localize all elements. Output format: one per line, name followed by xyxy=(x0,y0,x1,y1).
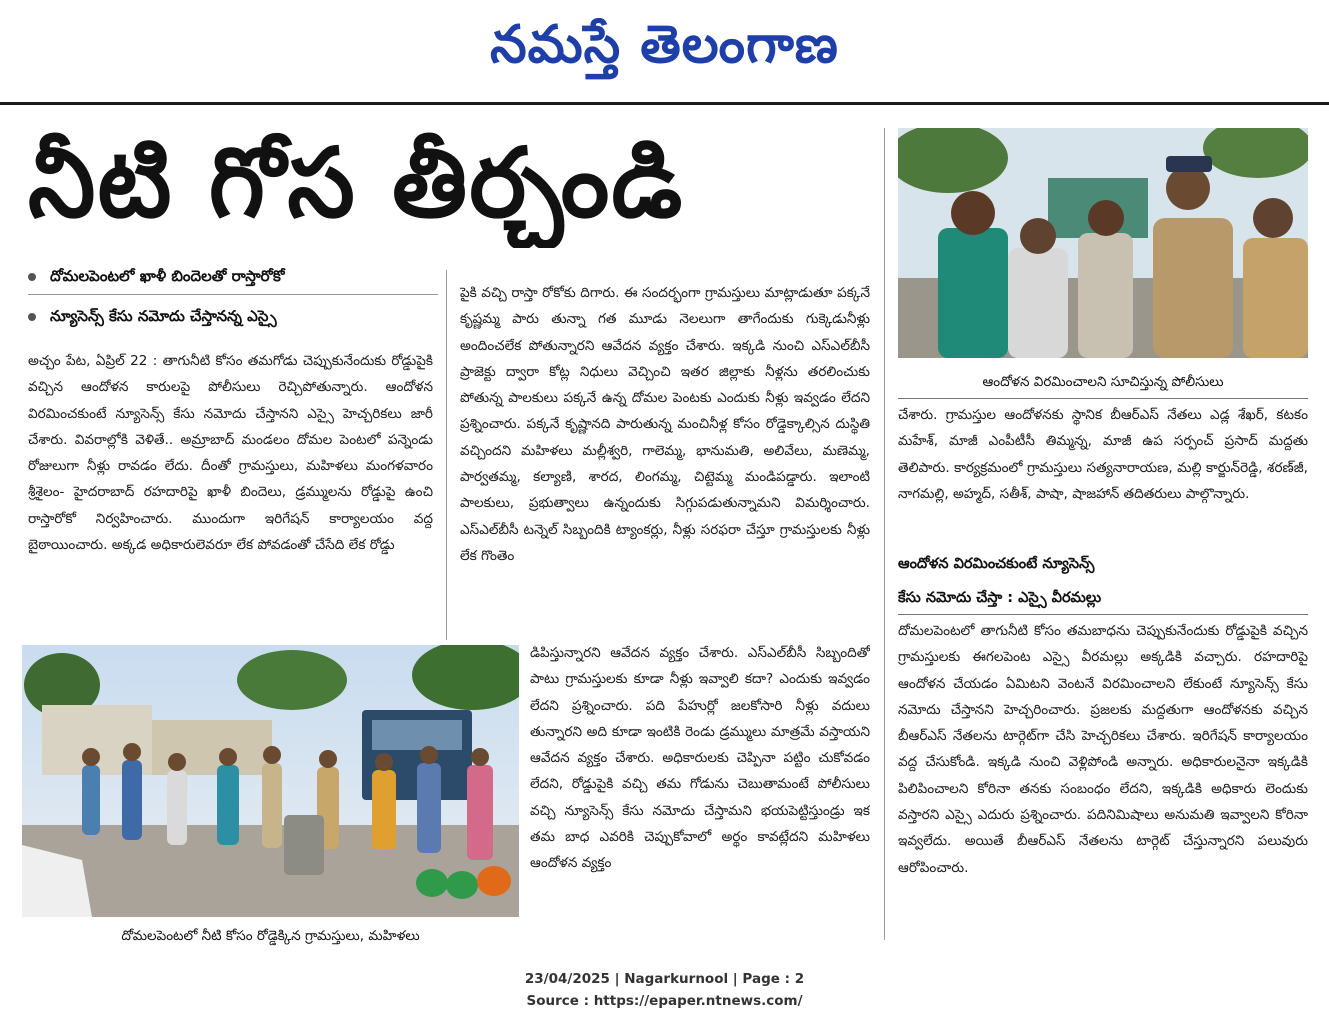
subhead-2-text: న్యూసెన్స్ కేసు నమోదు చేస్తానన్న ఎస్సై xyxy=(50,307,277,325)
column-divider xyxy=(446,270,447,640)
article-column-2-bottom-text: డిపిస్తున్నారని ఆవేదన వ్యక్తం చేశారు. ఎస్ఎల్‌బీసీ సిబ్బందితో పాటు గ్రామస్తులకు కూడా నీళ్లు ఇవ్వాలి కదా? ఎందుకు ఇవ్వడం లేదని ప్రశ్నించారు. పది పేహుర్లో జలకోసారి నీళ్లు వదులు తున్నారని అది కూడా ఇంటికి రెండు డ్రమ్ములు మాత్రమే వస్తాయని ఆవేదన వ్యక్తం చేశారు. అధికారులకు చెప్పినా పట్టిం చుకోవడం లేదని, రోడ్డుపైకి వచ్చి తమ గోడును చెబుతామంటే పోలీసులు వచ్చి న్యూసెన్స్ కేసు నమోదు చేస్తామని భయపెట్టిస్తుండ్రు ఇక తమ బాధ ఎవరికి చెప్పుకోవాలో అర్థం కావట్లేదని మహిళలు ఆందోళన వ్యక్తం xyxy=(530,645,870,872)
article-column-3-top xyxy=(898,402,1308,547)
column-divider xyxy=(884,128,885,940)
section-head-divider xyxy=(898,614,1308,615)
article-column-2-bottom xyxy=(530,640,870,940)
article-column-3-bottom xyxy=(898,618,1308,943)
article-column-3-bottom-text: దోమలపెంటలో తాగునీటి కోసం తమబాధను చెప్పుకునేందుకు రోడ్డుపైకి వచ్చిన గ్రామస్తులకు ఈగలపెంట ఎస్సై వీరమల్లు అక్కడికి వచ్చారు. రహదారిపై ఆందోళన చేయడం ఏమిటని వెంటనే విరమించాలని లేకుంటే న్యూసెన్స్ కేసు నమోదు చేస్తానని హెచ్చరించారు. ప్రజలకు మద్దతుగా ఆందోళనకు వచ్చిన బీఆర్ఎస్ నేతలను టార్గెట్‌గా చేసి హెచ్చరికలు చేశారు. ఇరిగేషన్ కార్యాలయం వద్ద చేసుకోండి. ఇక్కడి నుంచి వెళ్లిపోండి అన్నారు. అధికారులనైనా ఇక్కడికి పిలిపించాలని కోరినా తనకు సంబంధం లేదని, ఇక్కడికి అధికారు లెందుకు వస్తారని ఎస్సై ఎదురు ప్రశ్నించారు. పదినిమిషాలు అనుమతి ఇవ్వాలని కోరినా ఇవ్వలేదు. అయితే బీఆర్ఎస్ నేతలను టార్గెట్ చేస్తున్నారని పలువురు ఆరోపించారు. xyxy=(898,623,1308,876)
subhead-divider xyxy=(28,294,438,295)
footer-date-line: 23/04/2025 | Nagarkurnool | Page : 2 xyxy=(524,971,805,987)
article-column-3-top-text: చేశారు. గ్రామస్తుల ఆందోళనకు స్థానిక బీఆర్ఎస్ నేతలు ఎడ్ల శేఖర్, కటకం మహేశ్, మాజీ ఎంపీటీసీ తిమ్మన్న, మాజీ ఉప సర్పంచ్ ప్రసాద్ మద్దతు తెలిపారు. కార్యక్రమంలో గ్రామస్తులు సత్యనారాయణ, మల్లి కార్జున్‌రెడ్డి, శరణ్‌జీ, నాగమల్లి, అహ్మద్, సతీశ్, పాషా, షాజహాన్ తదితరులు పాల్గొన్నారు. xyxy=(898,407,1308,502)
article-column-2-top-text: పైకి వచ్చి రాస్తా రోకోకు దిగారు. ఈ సందర్భంగా గ్రామస్తులు మాట్లాడుతూ పక్కనే కృష్ణమ్మ పారు తున్నా గత మూడు నెలలుగా తాగేందుకు గుక్కెడునీళ్లు అందించలేక పోతున్నారని ఆవేదన వ్యక్తం చేశారు. ఇక్కడి నుంచి ఎస్ఎల్‌బీసీ ప్రాజెక్టు ద్వారా కోట్ల నిధులు వెచ్చించి ఇతర జిల్లాకు నీళ్లను తరలించుకు పోతున్న పాలకులు పక్కనే ఉన్న దోమల పెంటకు ఎందుకు నీళ్లు ఇవ్వడం లేదని ప్రశ్నించారు. పక్కనే కృష్ణానది పారుతున్న మంచినీళ్ల కోసం రోడ్డెక్కాల్సిన దుస్థితి వచ్చిందని మహిళలు మల్లీశ్వరి, గాలెమ్మ, భానుమతి, అలివేలు, మణెమ్మ, పార్వతమ్మ, కల్యాణి, శారద, లింగమ్మ, చిట్టెమ్మ మండిపడ్డారు. ఇలాంటి పాలకులు, ప్రభుత్వాలు ఉన్నందుకు సిగ్గుపడుతున్నామని విమర్శించారు. ఎస్ఎల్‌బీసీ టన్నెల్ సిబ్బందికి ట్యాంకర్లు, నీళ్లు సరఫరా చేస్తూ గ్రామస్తులకు నీళ్లు లేక గొంతెం xyxy=(460,285,870,564)
roadblock-photo-image xyxy=(22,645,519,917)
section-head-line-1: ఆందోళన విరమించకుంటే న్యూసెన్స్ xyxy=(898,556,1095,572)
article-column-1-text: అచ్చం పేట, ఏప్రిల్ 22 : తాగునీటి కోసం తమగోడు చెప్పుకునేందుకు రోడ్డుపైకి వచ్చిన ఆందోళన కారులపై పోలీసులు రెచ్చిపోతున్నారు. ఆందోళన విరమించకుంటే న్యూసెన్స్ కేసు నమోదు చేస్తానని ఎస్సై హెచ్చరికలు జారీ చేశారు. వివరాల్లోకి వెళితే.. అమ్రాబాద్ మండలం దోమల పెంటలో పన్నెండు రోజులుగా నీళ్లు రావడం లేదు. దీంతో గ్రామస్తులు, మహిళలు మంగళవారం శ్రీశైలం- హైదరాబాద్ రహదారిపై ఖాళీ బిందెలు, డ్రమ్ములను రోడ్డుపై ఉంచి రాస్తారోకో నిర్వహించారు. ముందుగా ఇరిగేషన్ కార్యాలయం వద్ద బైఠాయించారు. అక్కడ అధికారులెవరూ లేక పోవడంతో చేసేది లేక రోడ్డు xyxy=(28,353,433,554)
subhead-1 xyxy=(28,258,438,294)
headline: నీటి గోస తీర్చండి xyxy=(28,127,685,239)
masthead xyxy=(0,0,1329,104)
subhead-2 xyxy=(28,298,438,334)
roadblock-photo xyxy=(22,645,519,917)
article-column-1 xyxy=(28,348,433,638)
bullet-icon xyxy=(28,313,36,321)
footer-source-line: Source : https://epaper.ntnews.com/ xyxy=(526,993,803,1009)
masthead-rule xyxy=(0,102,1329,105)
police-photo-caption: ఆందోళన విరమించాలని సూచిస్తున్న పోలీసులు xyxy=(982,374,1224,390)
article-column-2-top xyxy=(460,280,870,640)
caption-divider xyxy=(898,398,1308,399)
roadblock-photo-caption: దోమలపెంటలో నీటి కోసం రోడ్డెక్కిన గ్రామస్తులు, మహిళలు xyxy=(121,928,420,944)
police-photo xyxy=(898,128,1308,358)
police-photo-image xyxy=(898,128,1308,358)
bullet-icon xyxy=(28,273,36,281)
section-head-line-2: కేసు నమోదు చేస్తా : ఎస్సై వీరమల్లు xyxy=(898,590,1102,606)
masthead-title: నమస్తే తెలంగాణ xyxy=(490,15,839,75)
subhead-1-text: దోమలపెంటలో ఖాళీ బిందెలతో రాస్తారోకో xyxy=(50,267,285,285)
